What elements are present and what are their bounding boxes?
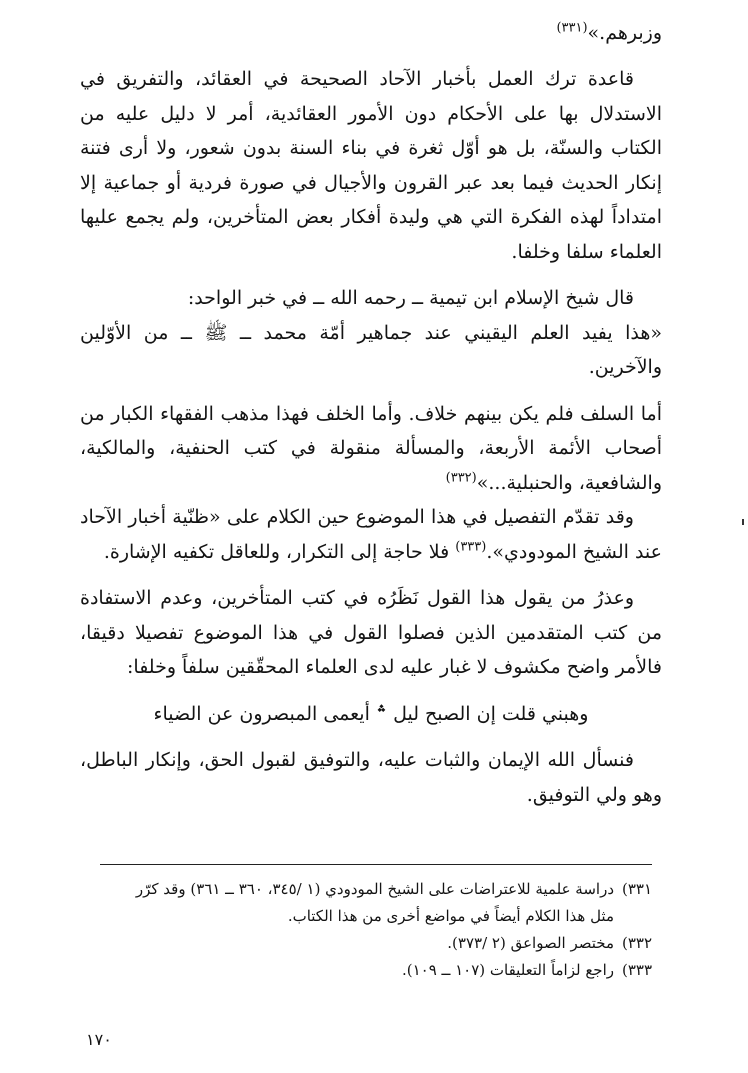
quote-salaf-text: أما السلف فلم يكن بينهم خلاف. وأما الخلف فهذا مذهب الفقهاء الكبار من أصحاب الأئمة الأربعة، والمسألة منقولة في كتب الحنفية، والمالكية، والشافعية، والحنبلية...» bbox=[80, 402, 662, 494]
paragraph-ibn-taymiyya-intro: قال شيخ الإسلام ابن تيمية ــ رحمه الله ــ في خبر الواحد: bbox=[187, 287, 634, 309]
poetry-verse: وهبني قلت إن الصبح ليل ؞ أيعمى المبصرون عن الضياء bbox=[153, 702, 589, 725]
footnote-332 bbox=[96, 930, 652, 957]
footnote-text: دراسة علمية للاعتراضات على الشيخ المودودي (١ /٣٤٥، ٣٦٠ ــ ٣٦١) وقد كرّر bbox=[135, 880, 614, 898]
footnote-number: ٣٣٢) bbox=[621, 934, 652, 952]
carryover-line bbox=[80, 18, 662, 48]
footnote-ref-333[interactable]: (٣٣٣) bbox=[455, 539, 487, 555]
main-text bbox=[80, 62, 662, 812]
footnote-ref-332[interactable]: (٣٣٢) bbox=[445, 470, 477, 486]
footnote-333 bbox=[96, 957, 652, 984]
paragraph-excuse: وعذرُ من يقول هذا القول نَظَرُه في كتب المتأخرين، وعدم الاستفادة من كتب المتقدمين الذين فصلوا القول في هذا الموضوع تفصيلا دقيقا، فالأمر واضح مكشوف لا غبار عليه لدى العلماء المحقّقين سلفاً وخلفا: bbox=[80, 587, 662, 678]
footnote-text: مختصر الصواعق (٢ /٣٧٣). bbox=[447, 934, 614, 952]
paragraph-previous-discussion bbox=[80, 500, 662, 569]
footnote-ref-331[interactable]: (٣٣١) bbox=[556, 20, 588, 36]
carryover-text: وزبرهم.» bbox=[587, 22, 662, 44]
paragraph-rule-of-ahad: قاعدة ترك العمل بأخبار الآحاد الصحيحة في العقائد، والتفريق في الاستدلال بها على الأحكام دون الأمور العقائدية، أمر لا دليل عليه من الكتاب والسنّة، بل هو أوّل ثغرة في بناء السنة بدون شعور، ولا أرى فتنة إنكار الحديث فيما بعد عبر القرون والأجيال في صورة فردية أو جماعية إلا امتداداً لهذه الفكرة التي هي وليدة أفكار بعض المتأخرين، ولم يجمع عليها العلماء سلفا وخلفا. bbox=[80, 68, 662, 263]
paragraph-quote-salaf bbox=[80, 397, 662, 501]
previous-discussion-text-a: وقد تقدّم التفصيل في هذا الموضوع حين الكلام على «ظنّية أخبار الآحاد عند الشيخ المودودي». bbox=[80, 506, 662, 563]
previous-discussion-text-b: فلا حاجة إلى التكرار، وللعاقل تكفيه الإشارة. bbox=[103, 540, 456, 563]
page-number: ١٧٠ bbox=[86, 1030, 112, 1049]
footnote-divider bbox=[100, 864, 652, 865]
footnote-text: راجع لزاماً التعليقات (١٠٧ ــ ١٠٩). bbox=[401, 961, 614, 979]
paragraph-quote-start: «هذا يفيد العلم اليقيني عند جماهير أمّة محمد ــ ﷺ ــ من الأوّلين والآخرين. bbox=[80, 321, 662, 378]
scan-edge-mark bbox=[742, 519, 744, 525]
footnote-331 bbox=[96, 876, 652, 903]
footnote-number: ٣٣٣) bbox=[621, 961, 652, 979]
footnotes bbox=[96, 876, 652, 984]
paragraph-closing-prayer: فنسأل الله الإيمان والثبات عليه، والتوفيق لقبول الحق، وإنكار الباطل، وهو ولي التوفيق. bbox=[80, 749, 662, 806]
footnote-331-continuation: مثل هذا الكلام أيضاً في مواضع أخرى من هذا الكتاب. bbox=[287, 907, 614, 925]
footnote-number: ٣٣١) bbox=[621, 880, 652, 898]
